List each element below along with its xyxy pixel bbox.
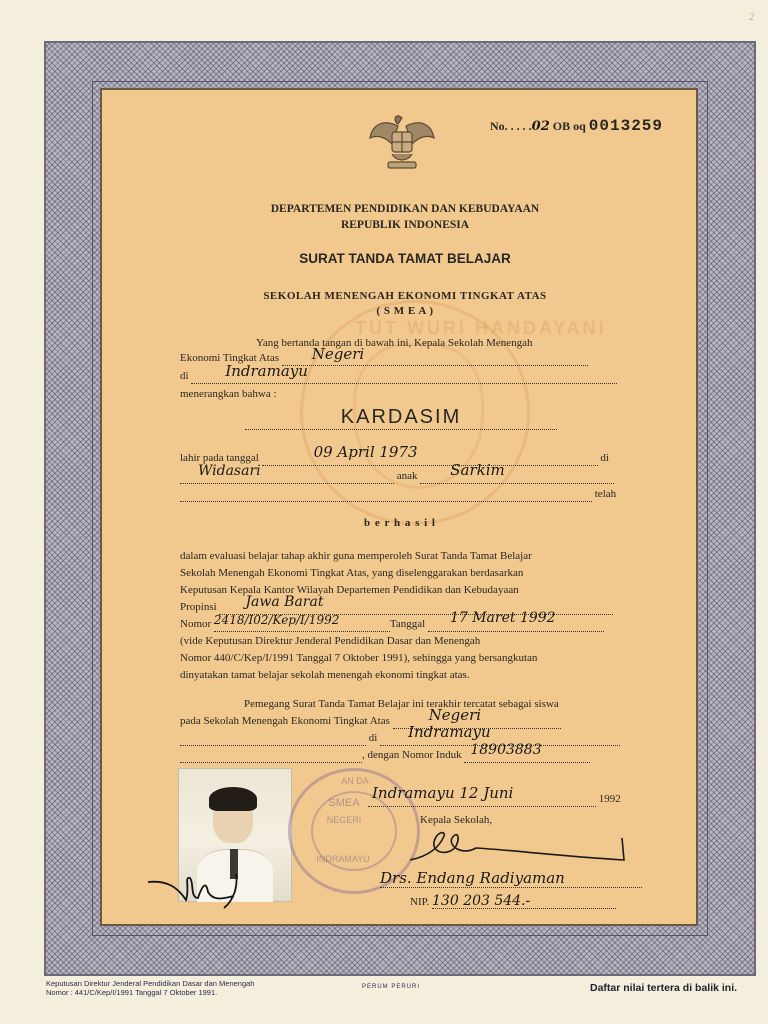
stamp-line-3: INDRAMAYU: [316, 854, 370, 864]
nomor-label: Nomor: [180, 618, 212, 630]
para2-line-3: dinyatakan tamat belajar sekolah menengah ekonomi tingkat atas.: [180, 669, 470, 681]
school-status: Negeri: [311, 345, 365, 363]
nip-line: [410, 894, 640, 909]
footer-decree-line-2: Nomor : 441/C/Kep/I/1991 Tanggal 7 Oktober 1991.: [46, 988, 218, 997]
tanggal-value: 17 Maret 1992: [449, 610, 556, 626]
sign-place-date: Indramayu 12 Juni: [372, 784, 514, 802]
para1-line-2: Sekolah Menengah Ekonomi Tingkat Atas, yang diselenggarakan berdasarkan: [180, 567, 524, 579]
stamp-top-text: AN DA: [341, 776, 369, 786]
serial-number: 0013259: [588, 117, 663, 135]
principal-signature-icon: [400, 826, 630, 870]
nomor-line: [180, 610, 640, 632]
telah-label: telah: [594, 488, 617, 500]
para1-line-1: dalam evaluasi belajar tahap akhir guna memperoleh Surat Tanda Tamat Belajar: [180, 550, 532, 562]
footer-decree: [46, 979, 254, 997]
induk-line: [180, 742, 626, 763]
principal-name: Drs. Endang Radiyaman: [380, 869, 642, 888]
para2-line-2: Nomor 440/C/Kep/I/1991 Tanggal 7 Oktober 1991), sehingga yang bersangkutan: [180, 652, 538, 664]
stamp-line-1: SMEA: [328, 797, 360, 809]
stamp-line-2: NEGERI: [326, 815, 362, 825]
no-label: No. . . . .: [490, 119, 532, 133]
student-name: KARDASIM: [245, 406, 557, 430]
propinsi-label: Propinsi: [180, 601, 217, 613]
induk-number: 18903883: [470, 742, 542, 758]
birth-place: Widasari: [198, 463, 261, 479]
parent-name: Sarkim: [450, 461, 505, 479]
lahir-label: lahir pada tanggal: [180, 452, 259, 464]
ob-label: OB oq: [552, 119, 586, 133]
anak-label: anak: [396, 470, 418, 482]
para1-line-3: Keputusan Kepala Kantor Wilayah Departemen Pendidikan dan Kebudayaan: [180, 584, 519, 596]
grades-note: Daftar nilai tertera di balik ini.: [590, 982, 738, 994]
intro-label: Ekonomi Tingkat Atas: [180, 352, 280, 364]
para3-line-1: Pemegang Surat Tanda Tamat Belajar ini terakhir tercatat sebagai siswa: [244, 698, 559, 710]
school-city-2: Indramayu: [408, 723, 491, 741]
para3-line-2: [180, 706, 626, 729]
di-label: di: [180, 370, 189, 382]
school-type-line: SEKOLAH MENENGAH EKONOMI TINGKAT ATAS: [263, 290, 547, 302]
watermark-text: TUT WURI HANDAYANI: [355, 318, 607, 338]
intro-line-1: Yang bertanda tangan di bawah ini, Kepala Sekolah Menengah: [256, 337, 533, 349]
school-status-2: Negeri: [428, 706, 482, 724]
propinsi-value: Jawa Barat: [245, 594, 324, 610]
student-signature-icon: [144, 868, 274, 912]
nip-label: NIP.: [410, 896, 430, 908]
sign-year: 1992: [598, 793, 621, 805]
di-label-2: di: [600, 452, 609, 464]
nomor-value: 2418/I02/Kep/I/1992: [213, 613, 340, 627]
birth-place-line: [180, 461, 626, 484]
telah-line: [180, 487, 626, 502]
school-abbrev: ( S M E A ): [376, 305, 434, 317]
birth-date: 09 April 1973: [313, 443, 418, 461]
garuda-emblem-icon: [368, 108, 436, 172]
dept-line-2: REPUBLIK INDONESIA: [340, 219, 470, 231]
sign-place-date-line: [368, 784, 628, 807]
principal-name-line: [380, 869, 646, 888]
induk-label: , dengan Nomor Induk: [362, 749, 462, 761]
menerangkan-text: menerangkan bahwa :: [180, 388, 277, 400]
no-value: 02: [531, 119, 550, 134]
dept-line-1: DEPARTEMEN PENDIDIKAN DAN KEBUDAYAAN: [270, 203, 540, 215]
school-city-line-2: [180, 723, 626, 746]
footer-decree-line-1: Keputusan Direktur Jenderal Pendidikan Dasar dan Menengah: [46, 979, 255, 988]
para3-label: pada Sekolah Menengah Ekonomi Tingkat Atas: [180, 715, 390, 727]
page-number: 2: [749, 12, 754, 23]
tanggal-label: Tanggal: [389, 618, 426, 630]
serial-number-line: [490, 117, 663, 135]
school-city-line: [180, 362, 626, 384]
school-city: Indramayu: [225, 362, 308, 380]
kepala-sekolah-label: Kepala Sekolah,: [420, 814, 493, 826]
nip-number: 130 203 544.-: [432, 894, 616, 909]
para2-line-1: (vide Keputusan Direktur Jenderal Pendidikan Dasar dan Menengah: [180, 635, 481, 647]
di-label-3: di: [368, 732, 378, 744]
printer-mark: PERUM PERURI: [362, 984, 421, 990]
berhasil-text: b e r h a s i l: [364, 517, 436, 529]
certificate-title: SURAT TANDA TAMAT BELAJAR: [299, 251, 511, 266]
